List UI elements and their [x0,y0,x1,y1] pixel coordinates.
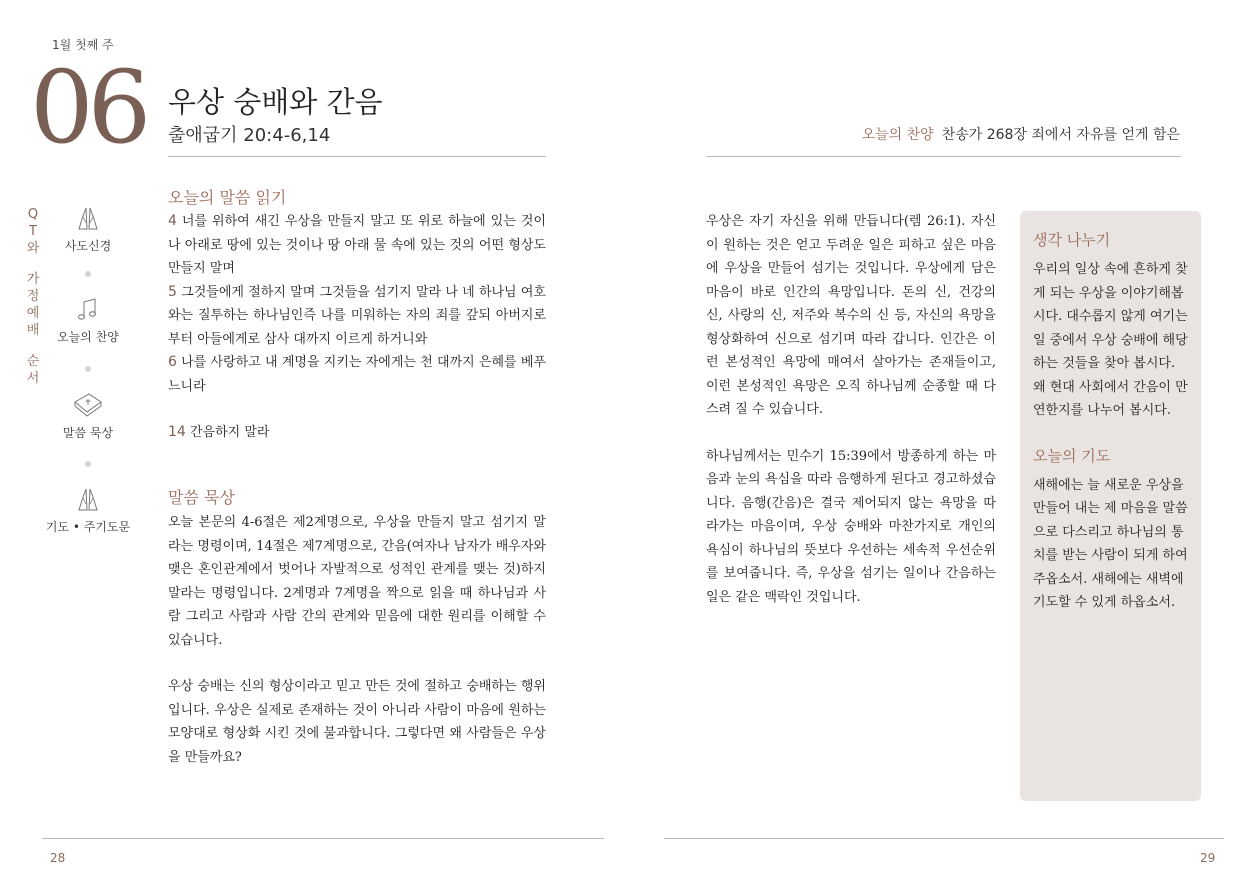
verse-text: 나를 사랑하고 내 계명을 지키는 자에게는 천 대까지 은혜를 베푸느니라 [168,355,546,394]
verse-number: 6 [168,354,177,370]
vertical-char: T [29,224,37,239]
scripture-reference: 출애굽기 20:4-6,14 [168,125,331,146]
sidebar-item-label: 말씀 묵상 [62,426,114,440]
sidebar-item-label: 기도 • 주기도문 [45,520,131,534]
verse-number: 14 [168,424,186,440]
vertical-char: 순 [26,354,40,369]
sidebar-dot [85,271,91,277]
sidebar-item-meditation [43,390,133,441]
body-paragraph: 하나님께서는 민수기 15:39에서 방종하게 하는 마음과 눈의 욕심을 따라 음행하게 된다고 경고하셨습니다. 음행(간음)은 결국 제어되지 않는 욕망을 따라가는 마음이며, 우상 숭배와 마찬가지로 개인의 욕심이 하나님의 뜻보다 우선하는 세속적 우선순위를 보여줍니다. 즉, 우상을 섬기는 일이나 간음하는 일은 같은 맥락인 것입니다. [706,448,996,605]
page-number-left: 28 [50,851,66,865]
vertical-char: 와 [26,241,40,256]
hymn-line [862,124,1180,144]
day-number: 06 [30,49,146,166]
footer-divider [664,838,1224,839]
prayer-heading: 오늘의 기도 [1033,446,1111,465]
vertical-label [26,206,40,387]
verse-text: 그것들에게 절하지 말며 그것들을 섬기지 말라 나 네 하나님 여호와는 질투하는 하나님인즉 나를 미워하는 자의 죄를 갚되 아버지로부터 아들에게로 삼사 대까지 이르게 하거니와 [168,284,546,347]
hymn-title: 찬송가 268장 죄에서 자유를 얻게 함은 [941,127,1180,143]
sidebar-dot [85,461,91,467]
footer-divider [42,838,604,839]
verse [168,351,546,398]
title-divider [168,156,546,157]
week-label: 1월 첫째 주 [52,38,114,52]
music-note-icon [73,296,103,324]
meditation-heading: 말씀 묵상 [168,488,235,507]
hymn-divider [706,156,1181,157]
open-bible-icon [71,390,105,420]
meditation-body [168,511,546,769]
meditation-paragraph: 우상 숭배는 신의 형상이라고 믿고 만든 것에 절하고 숭배하는 행위입니다. 우상은 실제로 존재하는 것이 아니라 사람이 마음에 원하는 모양대로 형상화 시킨 것에 불과합니다. 그렇다면 왜 사람들은 우상을 만들까요? [168,679,546,765]
sidebar-dot [85,366,91,372]
hymn-label: 오늘의 찬양 [861,127,934,143]
verse-number: 4 [168,213,177,229]
sharing-text: 우리의 일상 속에 흔하게 찾게 되는 우상을 이야기해봅시다. 대수롭지 않게 여기는 일 중에서 우상 숭배에 해당하는 것들을 찾아 봅시다. 왜 현대 사회에서 간음이 만연한지를 나누어 봅시다. [1033,262,1188,418]
meditation-paragraph: 오늘 본문의 4-6절은 제2계명으로, 우상을 만들지 말고 섬기지 말라는 명령이며, 14절은 제7계명으로, 간음(여자나 남자가 배우자와 맺은 혼인관계에서 벗어나 자발적으로 성적인 관계를 맺는 것)하지 말라는 명령입니다. 2계명과 7계명을 짝으로 읽을 때 하나님과 사람 그리고 사람과 사람 간의 관계와 믿음에 대한 원리를 이해할 수 있습니다. [168,515,546,648]
sidebar-item-creed [43,205,133,254]
sharing-heading: 생각 나누기 [1033,231,1111,249]
verse [168,421,546,445]
sidebar-item-label: 오늘의 찬양 [57,330,119,344]
page-title: 우상 숭배와 간음 [168,85,383,119]
vertical-char: Q [27,207,39,222]
sidebar-item-label: 사도신경 [64,239,112,253]
page-number-right: 29 [1200,851,1216,865]
praying-hands-icon [73,486,103,514]
sidebar-item-hymn [43,296,133,345]
verse [168,281,546,352]
praying-hands-icon [73,205,103,233]
verse-number: 5 [168,283,177,300]
verse-text: 너를 위하여 새긴 우상을 만들지 말고 또 위로 하늘에 있는 것이나 아래로 땅에 있는 것이나 땅 아래 물 속에 있는 것의 어떤 형상도 만들지 말며 [168,214,546,276]
body-paragraph: 우상은 자기 자신을 위해 만듭니다(렘 26:1). 자신이 원하는 것은 얻고 두려운 일은 피하고 싶은 마음에 우상을 만들어 섬기는 것입니다. 우상에게 담은 마음이 바로 인간의 욕망입니다. 돈의 신, 건강의 신, 사랑의 신, 저주와 복수의 신 등, 자신의 욕망을 형상화하여 신으로 섬기며 따라 갑니다. 인간은 이런 본성적인 욕망에 매여서 살아가는 존재들이고, 이런 본성적인 욕망은 오직 하나님께 순종할 때 다스려 질 수 있습니다. [706,214,996,417]
sidebar-box [1020,211,1201,801]
vertical-char: 정 [26,289,40,304]
vertical-char: 서 [26,371,40,386]
sidebar-item-prayer [43,486,133,535]
prayer-text: 새해에는 늘 새로운 우상을 만들어 내는 제 마음을 말씀으로 다스리고 하나님의 통치를 받는 사람이 되게 하여 주옵소서. 새해에는 새벽에 기도할 수 있게 하옵소서. [1033,477,1188,610]
vertical-char: 가 [26,272,40,287]
vertical-char: 예 [26,306,40,321]
reading-heading: 오늘의 말씀 읽기 [168,188,287,207]
reading-verses [168,210,546,445]
verse-text: 간음하지 말라 [185,425,270,440]
vertical-char: 배 [26,323,40,338]
right-body [706,210,996,609]
verse [168,210,546,281]
